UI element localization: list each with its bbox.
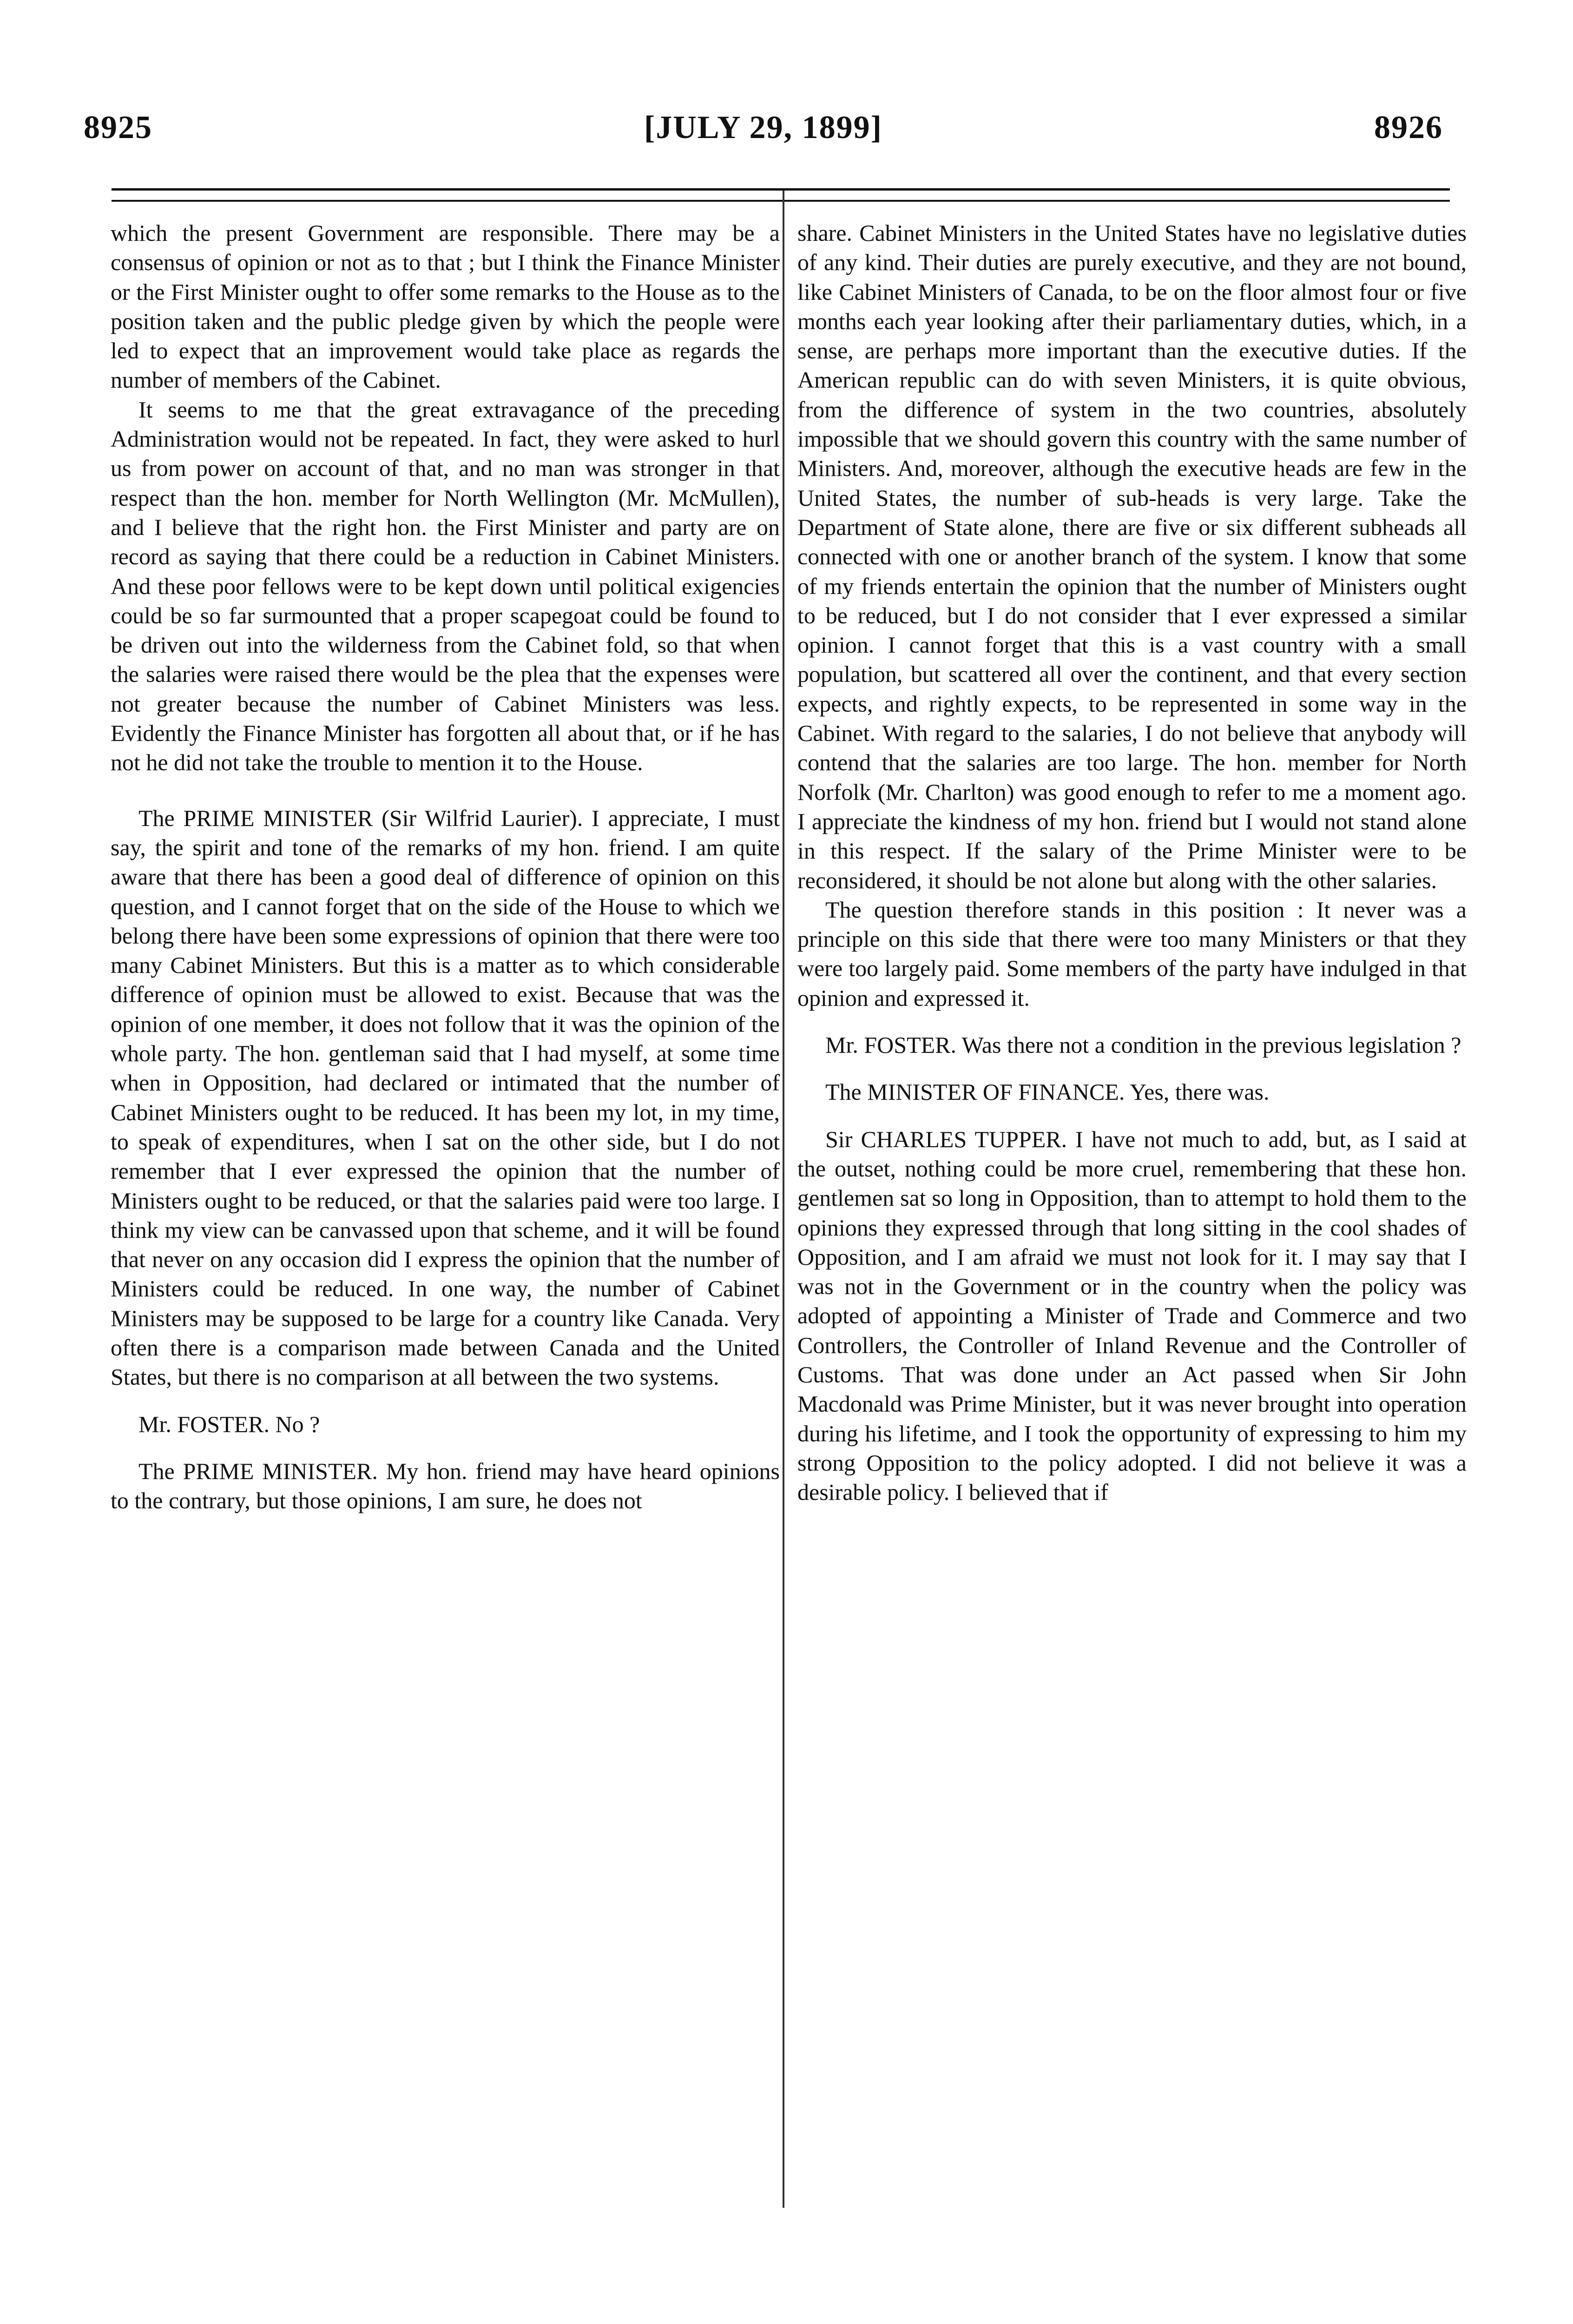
paragraph: It seems to me that the great extravagance of the preceding Administration would not be repeated. In fact, they were asked to hurl us from power on account of that, and no man was stronger in that respect than the hon. member for North Wellington (Mr. McMullen), and I believe that the right hon. the First Minister and party are on record as saying that there could be a reduction in Cabinet Ministers. And these poor fellows were to be kept down until political exigencies could be so far surmounted that a proper scapegoat could be found to be driven out into the wilderness from the Cabinet fold, so that when the salaries were raised there would be the plea that the expenses were not greater because the number of Cabinet Ministers was less. Evidently the Finance Minister has forgotten all about that, or if he has not he did not take the trouble to mention it to the House. [111,396,780,776]
speech-prime-minister: The PRIME MINISTER. My hon. friend may have heard opinions to the contrary, but those opinions, I am sure, he does not [111,1458,780,1514]
right-column [797,218,1467,1507]
speech-prime-minister: The PRIME MINISTER (Sir Wilfrid Laurier). I appreciate, I must say, the spirit and tone of the remarks of my hon. friend. I am quite aware that there has been a good deal of difference of opinion on this question, and I cannot forget that on the side of the House to which we belong there have been some expressions of opinion that there were too many Cabinet Ministers. But this is a matter as to which considerable difference of opinion must be allowed to exist. Because that was the opinion of one member, it does not follow that it was the opinion of the whole party. The hon. gentleman said that I had myself, at some time when in Opposition, had declared or intimated that the number of Cabinet Ministers ought to be reduced. It has been my lot, in my time, to speak of expenditures, when I sat on the other side, but I do not remember that I ever expressed the opinion that the number of Ministers ought to be reduced, or that the salaries paid were too large. I think my view can be canvassed upon that scheme, and it will be found that never on any occasion did I express the opinion that the number of Ministers could be reduced. In one way, the number of Cabinet Ministers may be supposed to be large for a country like Canada. Very often there is a comparison made between Canada and the United States, but there is no comparison at all between the two systems. [111,805,780,1390]
speech-foster: Mr. FOSTER. Was there not a condition in the previous legislation ? [825,1032,1461,1058]
header-rule-top [112,188,1450,191]
speech-charles-tupper: Sir CHARLES TUPPER. I have not much to add, but, as I said at the outset, nothing could be more cruel, remembering that these hon. gentlemen sat so long in Opposition, than to attempt to hold them to the opinions they expressed through that long sitting in the cool shades of Opposition, and I am afraid we must not look for it. I may say that I was not in the Government or in the country when the policy was adopted of appointing a Minister of Trade and Commerce and two Controllers, the Controller of Inland Revenue and the Controller of Customs. That was done under an Act passed when Sir John Macdonald was Prime Minister, but it was never brought into operation during his lifetime, and I took the opportunity of expressing to him my strong Opposition to the policy adopted. I did not believe it was a desirable policy. I believed that if [797,1126,1467,1505]
header-rule-bottom [112,200,1450,202]
left-column [111,218,780,1515]
paragraph: which the present Government are responsible. There may be a consensus of opinion or not as to that ; but I think the Finance Minister or the First Minister ought to offer some remarks to the House as to the position taken and the public pledge given by which the people were led to expect that an improvement would take place as regards the number of members of the Cabinet. [111,220,780,393]
page-number-right: 8926 [1374,110,1443,145]
column-divider [783,191,784,2208]
speech-foster: Mr. FOSTER. No ? [138,1411,320,1437]
paragraph: share. Cabinet Ministers in the United States have no legislative duties of any kind. Their duties are purely executive, and they are not bound, like Cabinet Ministers of Canada, to be on the floor almost four or five months each year looking after their parliamentary duties, which, in a sense, are perhaps more important than the executive duties. If the American republic can do with seven Ministers, it is quite obvious, from the difference of system in the two countries, absolutely impossible that we should govern this country with the same number of Ministers. And, moreover, although the executive heads are few in the United States, the number of sub-heads is very large. Take the Department of State alone, there are five or six different subheads all connected with one or another branch of the system. I know that some of my friends entertain the opinion that the number of Ministers ought to be reduced, but I do not consider that I ever expressed a similar opinion. I cannot forget that this is a vast country with a small population, but scattered all over the continent, and that every section expects, and rightly expects, to be represented in some way in the Cabinet. With regard to the salaries, I do not believe that anybody will contend that the salaries are too large. The hon. member for North Norfolk (Mr. Charlton) was good enough to refer to me a moment ago. I appreciate the kindness of my hon. friend but I would not stand alone in this respect. If the salary of the Prime Minister were to be reconsidered, it should be not alone but along with the other salaries. [797,220,1467,893]
page-header [84,109,1443,151]
paragraph: The question therefore stands in this position : It never was a principle on this side that there were too many Ministers or that they were too largely paid. Some members of the party have indulged in that opinion and expressed it. [797,896,1467,1011]
speech-minister-of-finance: The MINISTER OF FINANCE. Yes, there was. [825,1079,1270,1105]
header-date: [JULY 29, 1899] [644,110,882,145]
page-number-left: 8925 [84,110,152,145]
